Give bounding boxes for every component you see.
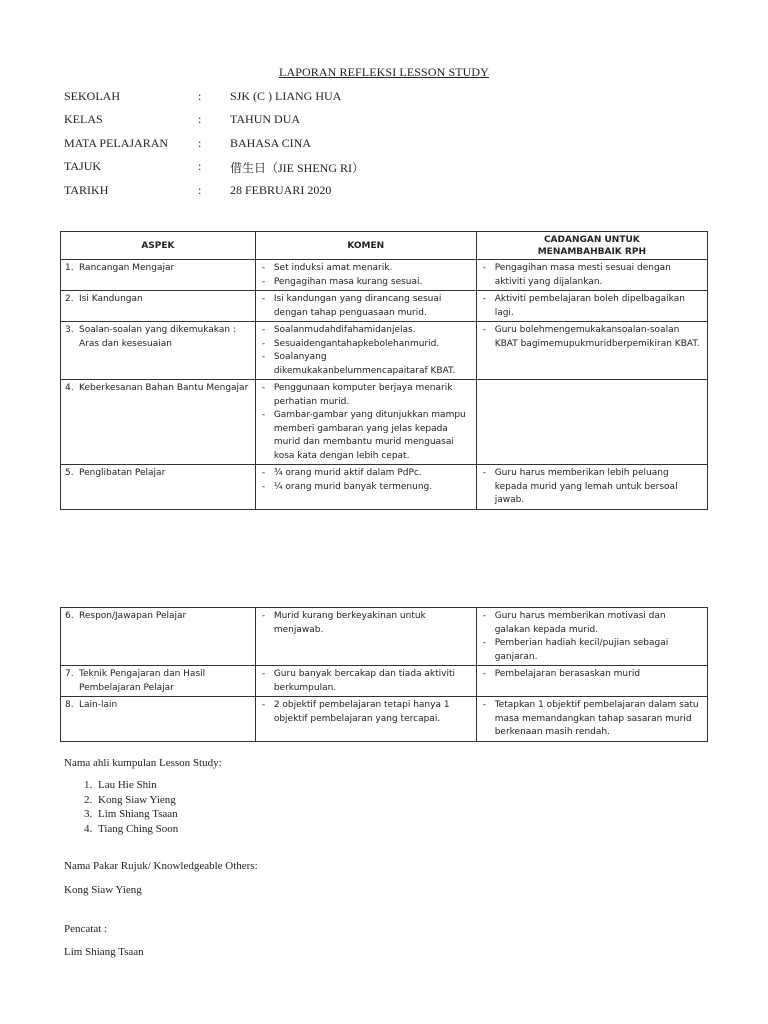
cadangan-cell xyxy=(476,608,707,666)
komen-item: - Soalanyang dikemukakanbelummencapaitaraf KBAT. xyxy=(260,351,472,378)
pencatat-name: Lim Shiang Tsaan xyxy=(64,946,144,958)
aspek-line xyxy=(65,467,251,481)
info-value: 借生日（JIE SHENG RI） xyxy=(230,161,364,175)
komen-cell xyxy=(255,697,476,742)
member-item xyxy=(84,793,178,808)
aspek-text: Rancangan Mengajar xyxy=(79,263,175,273)
table-row xyxy=(61,260,708,291)
cadangan-list xyxy=(481,262,703,289)
info-value: SJK (C ) LIANG HUA xyxy=(230,89,342,103)
aspek-text: Penglibatan Pelajar xyxy=(79,468,166,478)
info-colon: : xyxy=(198,89,202,103)
info-value: BAHASA CINA xyxy=(230,136,312,150)
members-heading: Nama ahli kumpulan Lesson Study: xyxy=(64,757,222,769)
info-colon: : xyxy=(198,183,202,197)
aspek-line xyxy=(65,668,251,682)
cadangan-item: - Guru harus memberikan lebih peluang kepada murid yang lemah untuk bersoal jawab. xyxy=(481,467,703,508)
komen-item: - Sesuaidengantahapkebolehanmurid. xyxy=(260,338,472,352)
info-colon: : xyxy=(198,112,202,126)
komen-list xyxy=(260,382,472,463)
cadangan-list xyxy=(481,467,703,508)
aspek-cell xyxy=(61,380,256,465)
komen-list xyxy=(260,293,472,320)
header-cadangan-line-2: MENAMBAHBAIK RPH xyxy=(537,247,646,257)
pencatat-heading: Pencatat : xyxy=(64,923,108,935)
aspek-number: 3. xyxy=(65,325,74,335)
aspek-cell xyxy=(61,666,256,697)
cadangan-cell xyxy=(476,697,707,742)
cadangan-cell xyxy=(476,666,707,697)
members-list xyxy=(84,778,178,836)
aspek-number: 5. xyxy=(65,468,74,478)
member-name: Tiang Ching Soon xyxy=(98,822,179,835)
aspek-text-line-2: Pembelajaran Pelajar xyxy=(79,682,174,693)
komen-item: - Gambar-gambar yang ditunjukkan mampu memberi gambaran yang jelas kepada murid dan membantu murid menguasai kosa kata dengan lebih cepat. xyxy=(260,409,472,463)
member-item xyxy=(84,778,178,793)
komen-item: - Set induksi amat menarik. xyxy=(260,262,472,276)
cadangan-cell xyxy=(476,291,707,322)
aspek-cell xyxy=(61,322,256,380)
komen-item: - ¾ orang murid aktif dalam PdPc. xyxy=(260,467,472,481)
aspek-line xyxy=(65,324,251,338)
aspek-number: 6. xyxy=(65,611,74,621)
member-number: 1. xyxy=(84,779,93,791)
table-row xyxy=(61,697,708,742)
aspek-text-line-2: Aras dan kesesuaian xyxy=(79,338,172,349)
komen-cell xyxy=(255,322,476,380)
aspek-text: Teknik Pengajaran dan Hasil xyxy=(79,669,206,679)
info-value: TAHUN DUA xyxy=(230,112,301,126)
cadangan-item: - Tetapkan 1 objektif pembelajaran dalam satu masa memandangkan tahap sasaran murid berkenaan masih rendah. xyxy=(481,699,703,740)
cadangan-cell xyxy=(476,322,707,380)
table-header-row xyxy=(61,232,708,260)
aspek-cell xyxy=(61,465,256,510)
komen-item: - Soalanmudahdifahamidanjelas. xyxy=(260,324,472,338)
reflection-table-part-1 xyxy=(60,231,708,510)
header-cadangan xyxy=(476,232,707,260)
info-label: KELAS xyxy=(64,112,103,126)
aspek-line xyxy=(65,699,251,713)
reflection-table-part-2 xyxy=(60,607,708,742)
cadangan-list xyxy=(481,699,703,740)
cadangan-item: - Pengagihan masa mesti sesuai dengan aktiviti yang dijalankan. xyxy=(481,262,703,289)
member-name: Lim Shiang Tsaan xyxy=(98,808,178,820)
komen-cell xyxy=(255,291,476,322)
aspek-cell xyxy=(61,697,256,742)
aspek-number: 8. xyxy=(65,700,74,710)
member-number: 2. xyxy=(84,793,93,806)
aspek-number: 4. xyxy=(65,383,74,393)
aspek-text: Soalan-soalan yang dikemukakan : xyxy=(79,325,236,335)
komen-cell xyxy=(255,608,476,666)
info-label: SEKOLAH xyxy=(64,89,120,103)
komen-cell xyxy=(255,666,476,697)
aspek-number: 1. xyxy=(65,263,74,273)
aspek-text: Keberkesanan Bahan Bantu Mengajar xyxy=(79,383,249,393)
member-name: Lau Hie Shin xyxy=(98,779,157,791)
aspek-text: Isi Kandungan xyxy=(79,294,143,304)
komen-item: - Penggunaan komputer berjaya menarik perhatian murid. xyxy=(260,382,472,409)
aspek-line xyxy=(65,262,251,276)
info-label: TAJUK xyxy=(64,159,102,173)
aspek-cell xyxy=(61,291,256,322)
aspek-number: 2. xyxy=(65,294,74,304)
report-title: LAPORAN REFLEKSI LESSON STUDY xyxy=(279,65,489,79)
cadangan-item: - Guru bolehmengemukakansoalan-soalan KBAT bagimemupukmuridberpemikiran KBAT. xyxy=(481,324,703,351)
cadangan-cell xyxy=(476,260,707,291)
aspek-text: Respon/Jawapan Pelajar xyxy=(79,611,187,621)
aspek-cell xyxy=(61,260,256,291)
aspek-line xyxy=(65,293,251,307)
member-name: Kong Siaw Yieng xyxy=(98,793,176,806)
info-label: MATA PELAJARAN xyxy=(64,136,169,150)
cadangan-item: - Pemberian hadiah kecil/pujian sebagai ganjaran. xyxy=(481,637,703,664)
komen-item: - Isi kandungan yang dirancang sesuai dengan tahap penguasaan murid. xyxy=(260,293,472,320)
info-colon: : xyxy=(198,159,202,173)
header-aspek: ASPEK xyxy=(61,232,256,260)
table-row xyxy=(61,465,708,510)
komen-item: - ¼ orang murid banyak termenung. xyxy=(260,481,472,495)
komen-list xyxy=(260,262,472,289)
aspek-line xyxy=(65,382,251,396)
pakar-heading: Nama Pakar Rujuk/ Knowledgeable Others: xyxy=(64,860,258,872)
cadangan-list xyxy=(481,610,703,664)
komen-item: - Murid kurang berkeyakinan untuk menjawab. xyxy=(260,610,472,637)
info-label: TARIKH xyxy=(64,183,109,197)
cadangan-list xyxy=(481,324,703,351)
cadangan-list xyxy=(481,293,703,320)
cadangan-cell xyxy=(476,465,707,510)
komen-item: - Pengagihan masa kurang sesuai. xyxy=(260,276,472,290)
aspek-cell xyxy=(61,608,256,666)
aspek-number: 7. xyxy=(65,669,74,679)
table-row xyxy=(61,666,708,697)
komen-list xyxy=(260,699,472,726)
member-item xyxy=(84,807,178,822)
komen-item: - 2 objektif pembelajaran tetapi hanya 1 objektif pembelajaran yang tercapai. xyxy=(260,699,472,726)
komen-cell xyxy=(255,465,476,510)
info-value: 28 FEBRUARI 2020 xyxy=(230,183,332,197)
komen-list xyxy=(260,467,472,494)
pakar-name: Kong Siaw Yieng xyxy=(64,884,142,896)
aspek-line xyxy=(65,610,251,624)
header-cadangan-line-1: CADANGAN UNTUK xyxy=(543,235,640,245)
komen-cell xyxy=(255,380,476,465)
table-row xyxy=(61,322,708,380)
header-komen: KOMEN xyxy=(255,232,476,260)
cadangan-cell xyxy=(476,380,707,465)
member-number: 3. xyxy=(84,808,93,820)
aspek-text: Lain-lain xyxy=(79,700,118,710)
table-row xyxy=(61,608,708,666)
info-colon: : xyxy=(198,136,202,150)
komen-list xyxy=(260,324,472,378)
member-number: 4. xyxy=(84,822,93,835)
member-item xyxy=(84,822,178,837)
table-row xyxy=(61,380,708,465)
cadangan-list xyxy=(481,668,703,682)
komen-cell xyxy=(255,260,476,291)
table-row xyxy=(61,291,708,322)
cadangan-item: - Aktiviti pembelajaran boleh dipelbagaikan lagi. xyxy=(481,293,703,320)
komen-item: - Guru banyak bercakap dan tiada aktiviti berkumpulan. xyxy=(260,668,472,695)
cadangan-item: - Pembelajaran berasaskan murid xyxy=(481,668,703,682)
cadangan-item: - Guru harus memberikan motivasi dan galakan kepada murid. xyxy=(481,610,703,637)
komen-list xyxy=(260,610,472,637)
komen-list xyxy=(260,668,472,695)
